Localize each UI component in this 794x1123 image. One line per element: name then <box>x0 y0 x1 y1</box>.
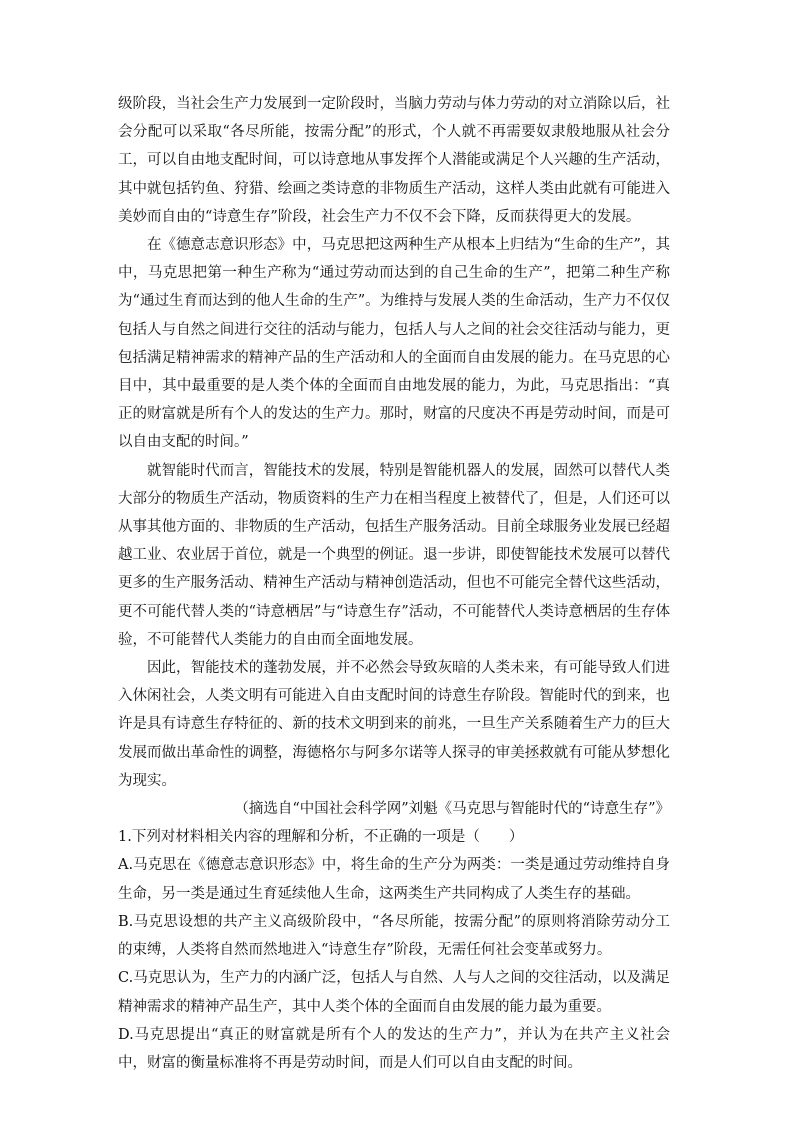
article-paragraph-4: 因此，智能技术的蓬勃发展，并不必然会导致灰暗的人类未来，有可能导致人们进入休闲社会，人类文明有可能进入自由支配时间的诗意生存阶段。智能时代的到来，也许是具有诗意生存特征的、新的技术文明到来的前兆，一旦生产关系随着生产力的巨大发展而做出革命性的调整，海德格尔与阿多尔诺等人探寻的审美拯救就有可能从梦想化为现实。 <box>118 660 670 789</box>
article-paragraph-3: 就智能时代而言，智能技术的发展，特别是智能机器人的发展，固然可以替代人类大部分的物质生产活动，物质资料的生产力在相当程度上被替代了，但是，人们还可以从事其他方面的、非物质的生产活动，包括生产服务活动。目前全球服务业发展已经超越工业、农业居于首位，就是一个典型的例证。退一步讲，即使智能技术发展可以替代更多的生产服务活动、精神生产活动与精神创造活动，但也不可能完全替代这些活动，更不可能代替人类的“诗意栖居”与“诗意生存”活动，不可能替代人类诗意栖居的生存体验，不可能替代人类能力的自由而全面地发展。 <box>118 462 670 648</box>
option-b: B.马克思设想的共产主义高级阶段中，“各尽所能，按需分配”的原则将消除劳动分工的束缚，人类将自然而然地进入“诗意生存”阶段，无需任何社会变革或努力。 <box>118 913 670 959</box>
question-stem: 1.下列对材料相关内容的理解和分析，不正确的一项是（ ） <box>118 829 524 846</box>
option-c: C.马克思认为，生产力的内涵广泛，包括人与自然、人与人之间的交往活动，以及满足精神需求的精神产品生产，其中人类个体的全面而自由发展的能力最为重要。 <box>118 970 670 1015</box>
article-paragraph-1: 级阶段，当社会生产力发展到一定阶段时，当脑力劳动与体力劳动的对立消除以后，社会分配可以采取“各尽所能，按需分配”的形式，个人就不再需要奴隶般地服从社会分工，可以自由地支配时间，可以诗意地从事发挥个人潜能或满足个人兴趣的生产活动，其中就包括钓鱼、狩猎、绘画之类诗意的非物质生产活动，这样人类由此就有可能进入美妙而自由的“诗意生存”阶段，社会生产力不仅不会下降，反而获得更大的发展。 <box>118 96 670 225</box>
article-source: （摘选自“中国社会科学网”刘魁《马克思与智能时代的“诗意生存”》 <box>234 801 670 818</box>
option-a: A.马克思在《德意志意识形态》中，将生命的生产分为两类：一类是通过劳动维持自身生命，另一类是通过生育延续他人生命，这两类生产共同构成了人类生存的基础。 <box>118 857 670 902</box>
article-paragraph-2: 在《德意志意识形态》中，马克思把这两种生产从根本上归结为“生命的生产”，其中，马克思把第一种生产称为“通过劳动而达到的自己生命的生产”，把第二种生产称为“通过生育而达到的他人生命的生产”。为维持与发展人类的生命活动，生产力不仅仅包括人与自然之间进行交往的活动与能力，包括人与人之间的社会交往活动与能力，更包括满足精神需求的精神产品的生产活动和人的全面而自由发展的能力。在马克思的心目中，其中最重要的是人类个体的全面而自由地发展的能力，为此，马克思指出：“真正的财富就是所有个人的发达的生产力。那时，财富的尺度决不再是劳动时间，而是可以自由支配的时间。” <box>118 237 670 451</box>
option-d: D.马克思提出“真正的财富就是所有个人的发达的生产力”，并认为在共产主义社会中，财富的衡量标准将不再是劳动时间，而是人们可以自由支配的时间。 <box>118 1026 670 1071</box>
